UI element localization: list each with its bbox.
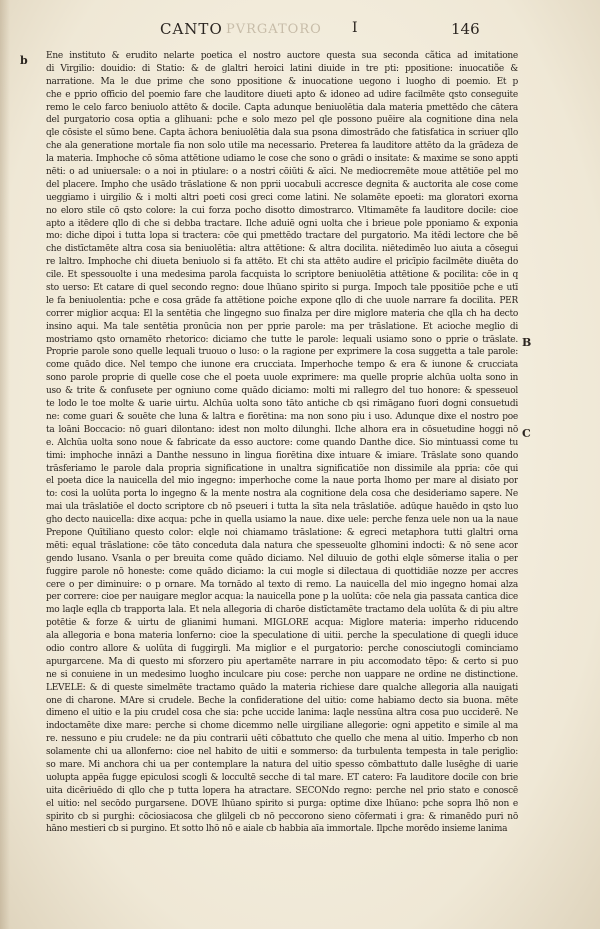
text-line: uso & trite & confusete per ogniuno come quādo diciamo: molti mi rallegro del tuo honore: & spesseuol: [46, 386, 518, 397]
text-line: Prepone Quītiliano questo color: elqle noi chiamamo trāslatione: & egreci metaphora tutti glaltri orna: [46, 527, 518, 538]
text-line: dimeno el uitio e la piu crudel cosa che sia: pche uccide lanima: laqle nessūna altra cosa puo ucciderē. Ne: [46, 708, 518, 719]
text-line: mai ula trāslatiōe el docto scriptore cb nō pseueri i tutta la sīta nela trāslatiōe. adūque hauēdo in qsto luo: [46, 502, 518, 513]
text-line: nēti: o ad uniuersale: o a noi in ptiulare: o a nostri cōiūti & aīci. Ne mediocremēte moue attētiōe pel mo: [46, 167, 518, 178]
text-line: indoctamēte dixe mare: perche si chome dicemmo nelle uirgiliane allegorie: ogni appetito e simile al ma: [46, 721, 518, 732]
text-line: del placere. Impho che usādo trāslatione & non pprii uocabuli accresce degnita & auctorita ale cose come: [46, 179, 518, 190]
running-header: [0, 20, 600, 44]
text-line: che ala generatione mortale fia non solo utile ma necessario. Preterea fa lauditore attēto da la grādeza de: [46, 141, 518, 152]
text-line: fuggire parole nō honeste: come quādo diciamo: la cui mogle si dilectaua di quottidiāe nozze per accres: [46, 566, 518, 577]
text-line: apto a itēdere qllo di che si debba tractare. Ilche aduiē ogni uolta che i brieue pole pponiamo & exponia: [46, 218, 518, 229]
text-line: uolupta appēa fugge epiculosi scogli & loccultē secche di tal mare. ET catero: Fa lauditore docile con brie: [46, 772, 518, 783]
text-line: cile. Et spessouolte i una medesima parola facquista lo scriptore beniuolētia attētione & pocilita: cōe in q: [46, 270, 518, 281]
commentary-text-block: [46, 50, 518, 836]
text-line: cere o per diminuire: o p ornare. Ma tornādo al texto di remo. La nauicella del mio ingegno homai alza: [46, 579, 518, 590]
text-line: che e pprio officio del poemio fare che lauditore diueti apto & idoneo ad udire facilmēte qsto conseguite: [46, 89, 518, 100]
text-line: el uitio: nel secōdo purgarsene. DOVE lhūano spirito si purga: optime dixe lhūano: pche sopra lhō non e: [46, 798, 518, 809]
text-line: per correre: cioe per nauigare meglor acqua: la nauicella pone p la uolūta: cōe nela gia passata cantica dice: [46, 592, 518, 603]
text-line: one di charone. MAre si crudele. Beche la confideratione del uitio: come habiamo decto sia buona. mēte: [46, 695, 518, 706]
text-line: to: cosi la uolūta porta lo ingegno & la mente nostra ala cognitione dela cosa che desideriamo sapere. Ne: [46, 489, 518, 500]
text-line: gho decto nauicella: dixe acqua: pche in quella usiamo la naue. dixe uele: perche fenza uele non ua la naue: [46, 515, 518, 526]
text-line: Ene instituto & erudito nelarte poetica el nostro auctore questa sua seconda cãtica ad imitatione: [46, 51, 518, 61]
text-line: mēti: equal trāslatione: cōe tāto conceduta dala natura che spesseuolte glhomini indocti: & nō sene acor: [46, 540, 518, 551]
text-line: spirito cb si purghi: cōciosiacosa che glilgeli cb nō peccorono sieno cōfermati i gra: & rimanēdo puri nō: [46, 811, 518, 822]
text-line: ne si conuiene in un medesimo luogho inculcare piu cose: perche non uappare ne ordine ne distinctione.: [46, 669, 518, 680]
text-line: solamente chi ua allonferno: cioe nel habito de uitii e sommerso: da turbulenta tempesta in tale periglio:: [46, 747, 518, 758]
text-line: timi: imphoche innāzi a Danthe nessuno in lingua fiorētina dixe intuare & imiare. Trāslate sono quando: [46, 450, 518, 461]
text-line: hāno mestieri cb si purgino. Et sotto lhō nō e aiale cb habbia aīa immortale. Ilpche morēdo insieme lanima: [46, 824, 508, 835]
text-line: mo: diche dipoi i tutta lopa si tractera: cōe qui pmettēdo tractare del purgatorio. Ma itēdi lectore che bē: [46, 231, 518, 242]
signature-mark: b: [20, 54, 28, 67]
text-line: gendo lusano. Vsanla o per breuita come quādo diciamo. Nel diluuio de gothi elqle sōmerse italia o per: [46, 553, 518, 564]
text-line: re laltro. Imphoche chi diueta beniuolo si fa attēto. Et chi sta attēto audire el pricīpio facilmēte diuēta do: [46, 257, 518, 268]
text-line: ala allegoria e bona materia lonferno: cioe la speculatione di uitii. perche la speculatione di quegli iduce: [46, 631, 518, 642]
text-line: uita dicēriuēdo di qllo che p tutta lopera ha atractare. SECONdo regno: perche nel prio stato e conoscē: [46, 785, 518, 796]
text-line: ne: come guari & souēte che luna & laltra e fiorētina: ma non sono piu i uso. Adunque dixe el nostro poe: [46, 411, 518, 422]
text-line: potētie & forze & uirtu de glianimi humani. MIGLORE acqua: Miglore materia: imperho riducendo: [46, 618, 518, 629]
margin-mark-c: C: [522, 427, 531, 440]
text-line: no eloro stile cō qsto colore: la cui forza pocho disotto dimostrarco. Vltimamēte fa lauditore docile: cioe: [46, 205, 518, 216]
header-folio-number: 146: [451, 20, 480, 38]
page-gutter-shadow: [0, 0, 10, 929]
text-line: qle cōsiste el sūmo bene. Capta āchora beniuolētia dala sua psona dimostrādo che fatisfatica in scriuer qllo: [46, 128, 518, 139]
header-bleed-through-text: PVRGATORO: [226, 22, 322, 37]
text-line: narratione. Ma le due prime che sono ppositione & inuocatione uegono i luogho di poemio. Et p: [46, 76, 518, 87]
text-line: so mare. Mi anchora chi ua per contemplare la natura del uitio spesso cōmbattuto dalle lusēghe di uarie: [46, 759, 518, 770]
text-line: mostriamo qsto ornamēto rhetorico: diciamo che tutte le parole: lequali usiamo sono o pprie o trāslate.: [46, 334, 518, 345]
text-line: apurgarcene. Ma di questo mi sforzero piu apertamēte narrare in piu accomodato tēpo: & certo si puo: [46, 656, 518, 667]
text-line: odio contro allore & uolūta di fuggirgli. Ma miglior e el purgatorio: perche conosciutogli cominciamo: [46, 643, 518, 654]
text-line: te lodo le toe molte & uarie uirtu. Alchūa uolta sono tāto antiche cb qsi rimāgano fuori dogni consuetudi: [46, 399, 518, 410]
text-line: remo le celo farco beniuolo attēto & docile. Capta adunque beniuolētia dala materia pmettēdo che cātera: [46, 102, 518, 113]
text-line: e. Alchūa uolta sono noue & fabricate da esso auctore: come quando Danthe dice. Sio mintuassi come tu: [46, 437, 518, 448]
margin-mark-b: B: [522, 336, 532, 349]
text-line: Proprie parole sono quelle lequali truouo o luso: o la ragione per exprimere la cosa suggetta a tale parole:: [46, 347, 518, 358]
text-line: sto uerso: Et catare di quel secondo regno: doue lhūano spirito si purga. Impoch tale ppositiōe pche e utī: [46, 283, 518, 294]
text-line: del purgatorio cosa optia a glihuani: pche e solo mezo pel qle possono puēire ala cognitione dina nela: [46, 115, 518, 126]
text-line: correr miglior acqua: El la sentētia che lingegno suo finalza per dire miglore materia che qlla ch ha decto: [46, 308, 518, 319]
text-line: che distīctamēte altra cosa sia beniuolētia: altra attētione: & altra docilita. niētedimēo luo aiuta a cōsegui: [46, 244, 518, 255]
text-line: di Virgilio: douidio: di Statio: & de glaltri heroici latini diuide in tre pti: ppositione: inuocatiõe &: [46, 63, 518, 74]
header-canto-number: I: [352, 20, 358, 36]
text-line: LEVELE: & di queste simelmēte tractamo quādo la materia richiese dare qualche allegoria alla nauigati: [46, 682, 518, 693]
text-line: sono parole proprie di quelle cose che el poeta uuole exprimere: ma quelle proprie alchūa uolta sono in: [46, 373, 518, 384]
text-line: re. nessuno e piu crudele: ne da piu contrarii uēti cōbattuto che quello che mena al uitio. Imperho cb non: [46, 734, 518, 745]
text-line: el poeta dice la nauicella del mio ingegno: imperhoche come la naue porta lhomo per mare al disiato por: [46, 476, 518, 487]
text-line: ueggiamo i uirgilio & i molti altri poeti cosi greci come latini. Ne solamēte epoeti: ma gloratori exorna: [46, 192, 518, 203]
text-line: ta loāni Boccacio: nō guari dilontano: idest non molto dilunghi. Ilche alhora era in cōsuetudine hoggi nō: [46, 424, 518, 435]
text-line: mo laqle eqlla cb trapporta lala. Et nela allegoria di charōe distīctamēte tractamo dela uolūta & di piu altre: [46, 605, 518, 616]
text-line: le fa beniuolentia: pche e cosa grāde fa attētione poiche expone qllo di che uuole narrare fa docilita. PER: [46, 295, 518, 306]
header-canto-label: CANTO: [160, 20, 223, 38]
text-line: la materia. Imphoche cō sōma attētione udiamo le cose che sono o grādi o insitate: & maxime se sono appti: [46, 154, 518, 165]
text-line: insino aqui. Ma tale sentētia pronūcia non per pprie parole: ma per trāslatione. Et acioche meglio di: [46, 321, 518, 332]
text-line: come quādo dice. Nel tempo che iunone era crucciata. Imperhoche tempo & era & iunone & crucciata: [46, 360, 518, 371]
text-line: trāsferiamo le parole dala propria significatione in unaltra significatiōe non dissimile ala ppria: cōe qui: [46, 463, 518, 474]
